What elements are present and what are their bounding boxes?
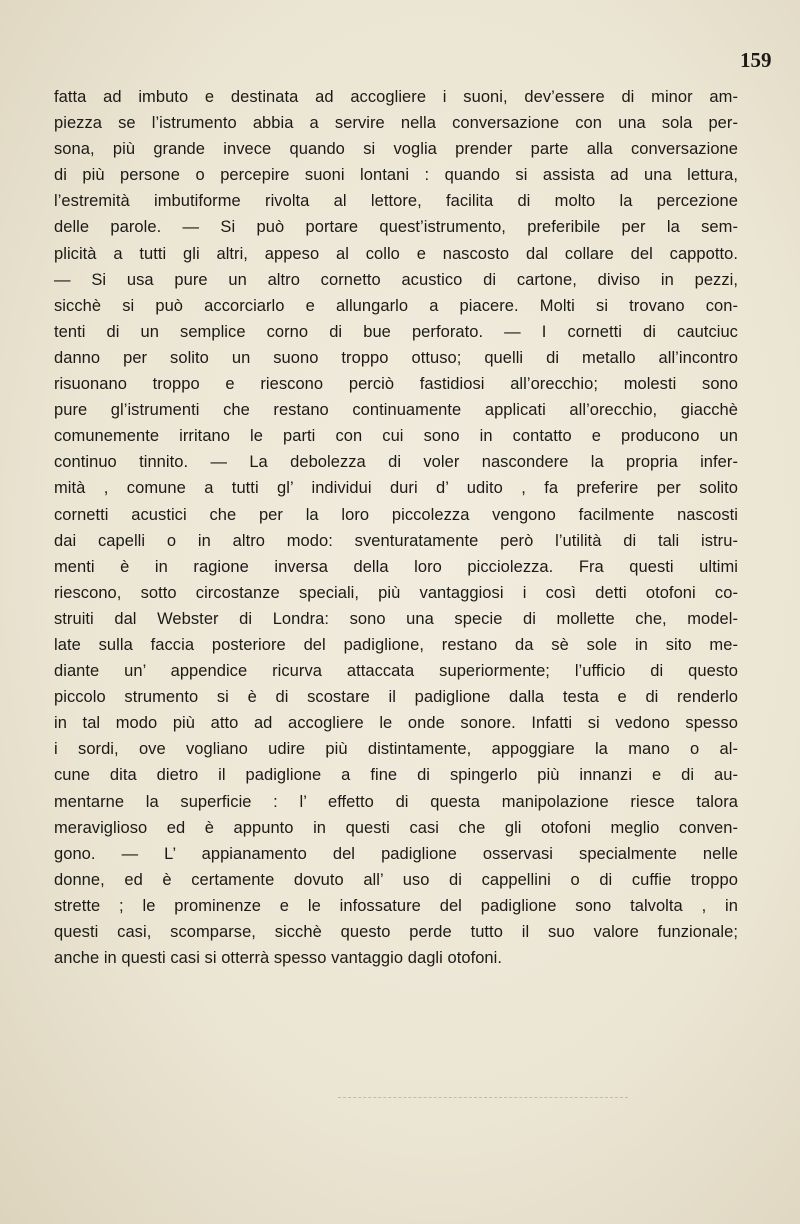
text-line: meraviglioso ed è appunto in questi casi che gli otofoni meglio conven- xyxy=(54,818,738,837)
text-line: risuonano troppo e riescono perciò fastidiosi all’orecchio; molesti sono xyxy=(54,375,738,394)
text-line: pure gl’istrumenti che restano continuamente applicati all’orecchio, giacchè xyxy=(54,401,738,420)
text-line: piezza se l’istrumento abbia a servire nella conversazione con una sola per- xyxy=(54,114,738,133)
text-line: l’estremità imbutiforme rivolta al lettore, facilita di molto la percezione xyxy=(54,192,738,211)
text-line: menti è in ragione inversa della loro picciolezza. Fra questi ultimi xyxy=(54,557,738,576)
text-line: piccolo strumento si è di scostare il padiglione dalla testa e di renderlo xyxy=(54,688,738,707)
text-line: plicità a tutti gli altri, appeso al collo e nascosto dal collare del cappotto. xyxy=(54,244,738,263)
text-line: in tal modo più atto ad accogliere le onde sonore. Infatti si vedono spesso xyxy=(54,714,738,733)
text-line: danno per solito un suono troppo ottuso; quelli di metallo all’incontro xyxy=(54,348,738,367)
text-line: cornetti acustici che per la loro piccolezza vengono facilmente nascosti xyxy=(54,505,738,524)
text-line: continuo tinnito. — La debolezza di voler nascondere la propria infer- xyxy=(54,453,738,472)
text-line: anche in questi casi si otterrà spesso vantaggio dagli otofoni. xyxy=(54,949,503,968)
text-line: fatta ad imbuto e destinata ad accogliere i suoni, dev’essere di minor am- xyxy=(54,88,738,106)
text-line: riescono, sotto circostanze speciali, più vantaggiosi i così detti otofoni co- xyxy=(54,583,738,602)
text-line: — Si usa pure un altro cornetto acustico di cartone, diviso in pezzi, xyxy=(54,270,738,289)
page-number: 159 xyxy=(740,48,772,72)
text-line: mentarne la superficie : l’ effetto di questa manipolazione riesce talora xyxy=(54,792,738,811)
text-line: diante un’ appendice ricurva attaccata superiormente; l’ufficio di questo xyxy=(54,662,738,681)
text-line: mità , comune a tutti gl’ individui duri d’ udito , fa preferire per solito xyxy=(54,479,738,498)
bottom-rule xyxy=(338,1097,628,1098)
text-line: sicchè si può accorciarlo e allungarlo a piacere. Molti si trovano con- xyxy=(54,296,738,315)
text-line: dai capelli o in altro modo: sventuratamente però l’utilità di tali istru- xyxy=(54,531,738,550)
text-line: tenti di un semplice corno di bue perforato. — I cornetti di cautciuc xyxy=(54,322,738,341)
text-line: delle parole. — Si può portare quest’istrumento, preferibile per la sem- xyxy=(54,218,738,237)
text-line: struiti dal Webster di Londra: sono una specie di mollette che, model- xyxy=(54,609,738,628)
text-line: donne, ed è certamente dovuto all’ uso di cappellini o di cuffie troppo xyxy=(54,870,738,889)
text-line: late sulla faccia posteriore del padiglione, restano da sè sole in sito me- xyxy=(54,635,738,654)
body-text xyxy=(54,84,738,971)
text-line: strette ; le prominenze e le infossature del padiglione sono talvolta , in xyxy=(54,896,738,915)
text-line: di più persone o percepire suoni lontani : quando si assista ad una lettura, xyxy=(54,166,738,185)
text-line: cune dita dietro il padiglione a fine di spingerlo più innanzi e di au- xyxy=(54,766,738,785)
text-line: sona, più grande invece quando si voglia prender parte alla conversazione xyxy=(54,140,738,159)
text-line: comunemente irritano le parti con cui sono in contatto e producono un xyxy=(54,427,738,446)
text-line: i sordi, ove vogliano udire più distintamente, appoggiare la mano o al- xyxy=(54,740,738,759)
text-line: gono. — L’ appianamento del padiglione osservasi specialmente nelle xyxy=(54,844,738,863)
text-line: questi casi, scomparse, sicchè questo perde tutto il suo valore funzionale; xyxy=(54,923,738,941)
